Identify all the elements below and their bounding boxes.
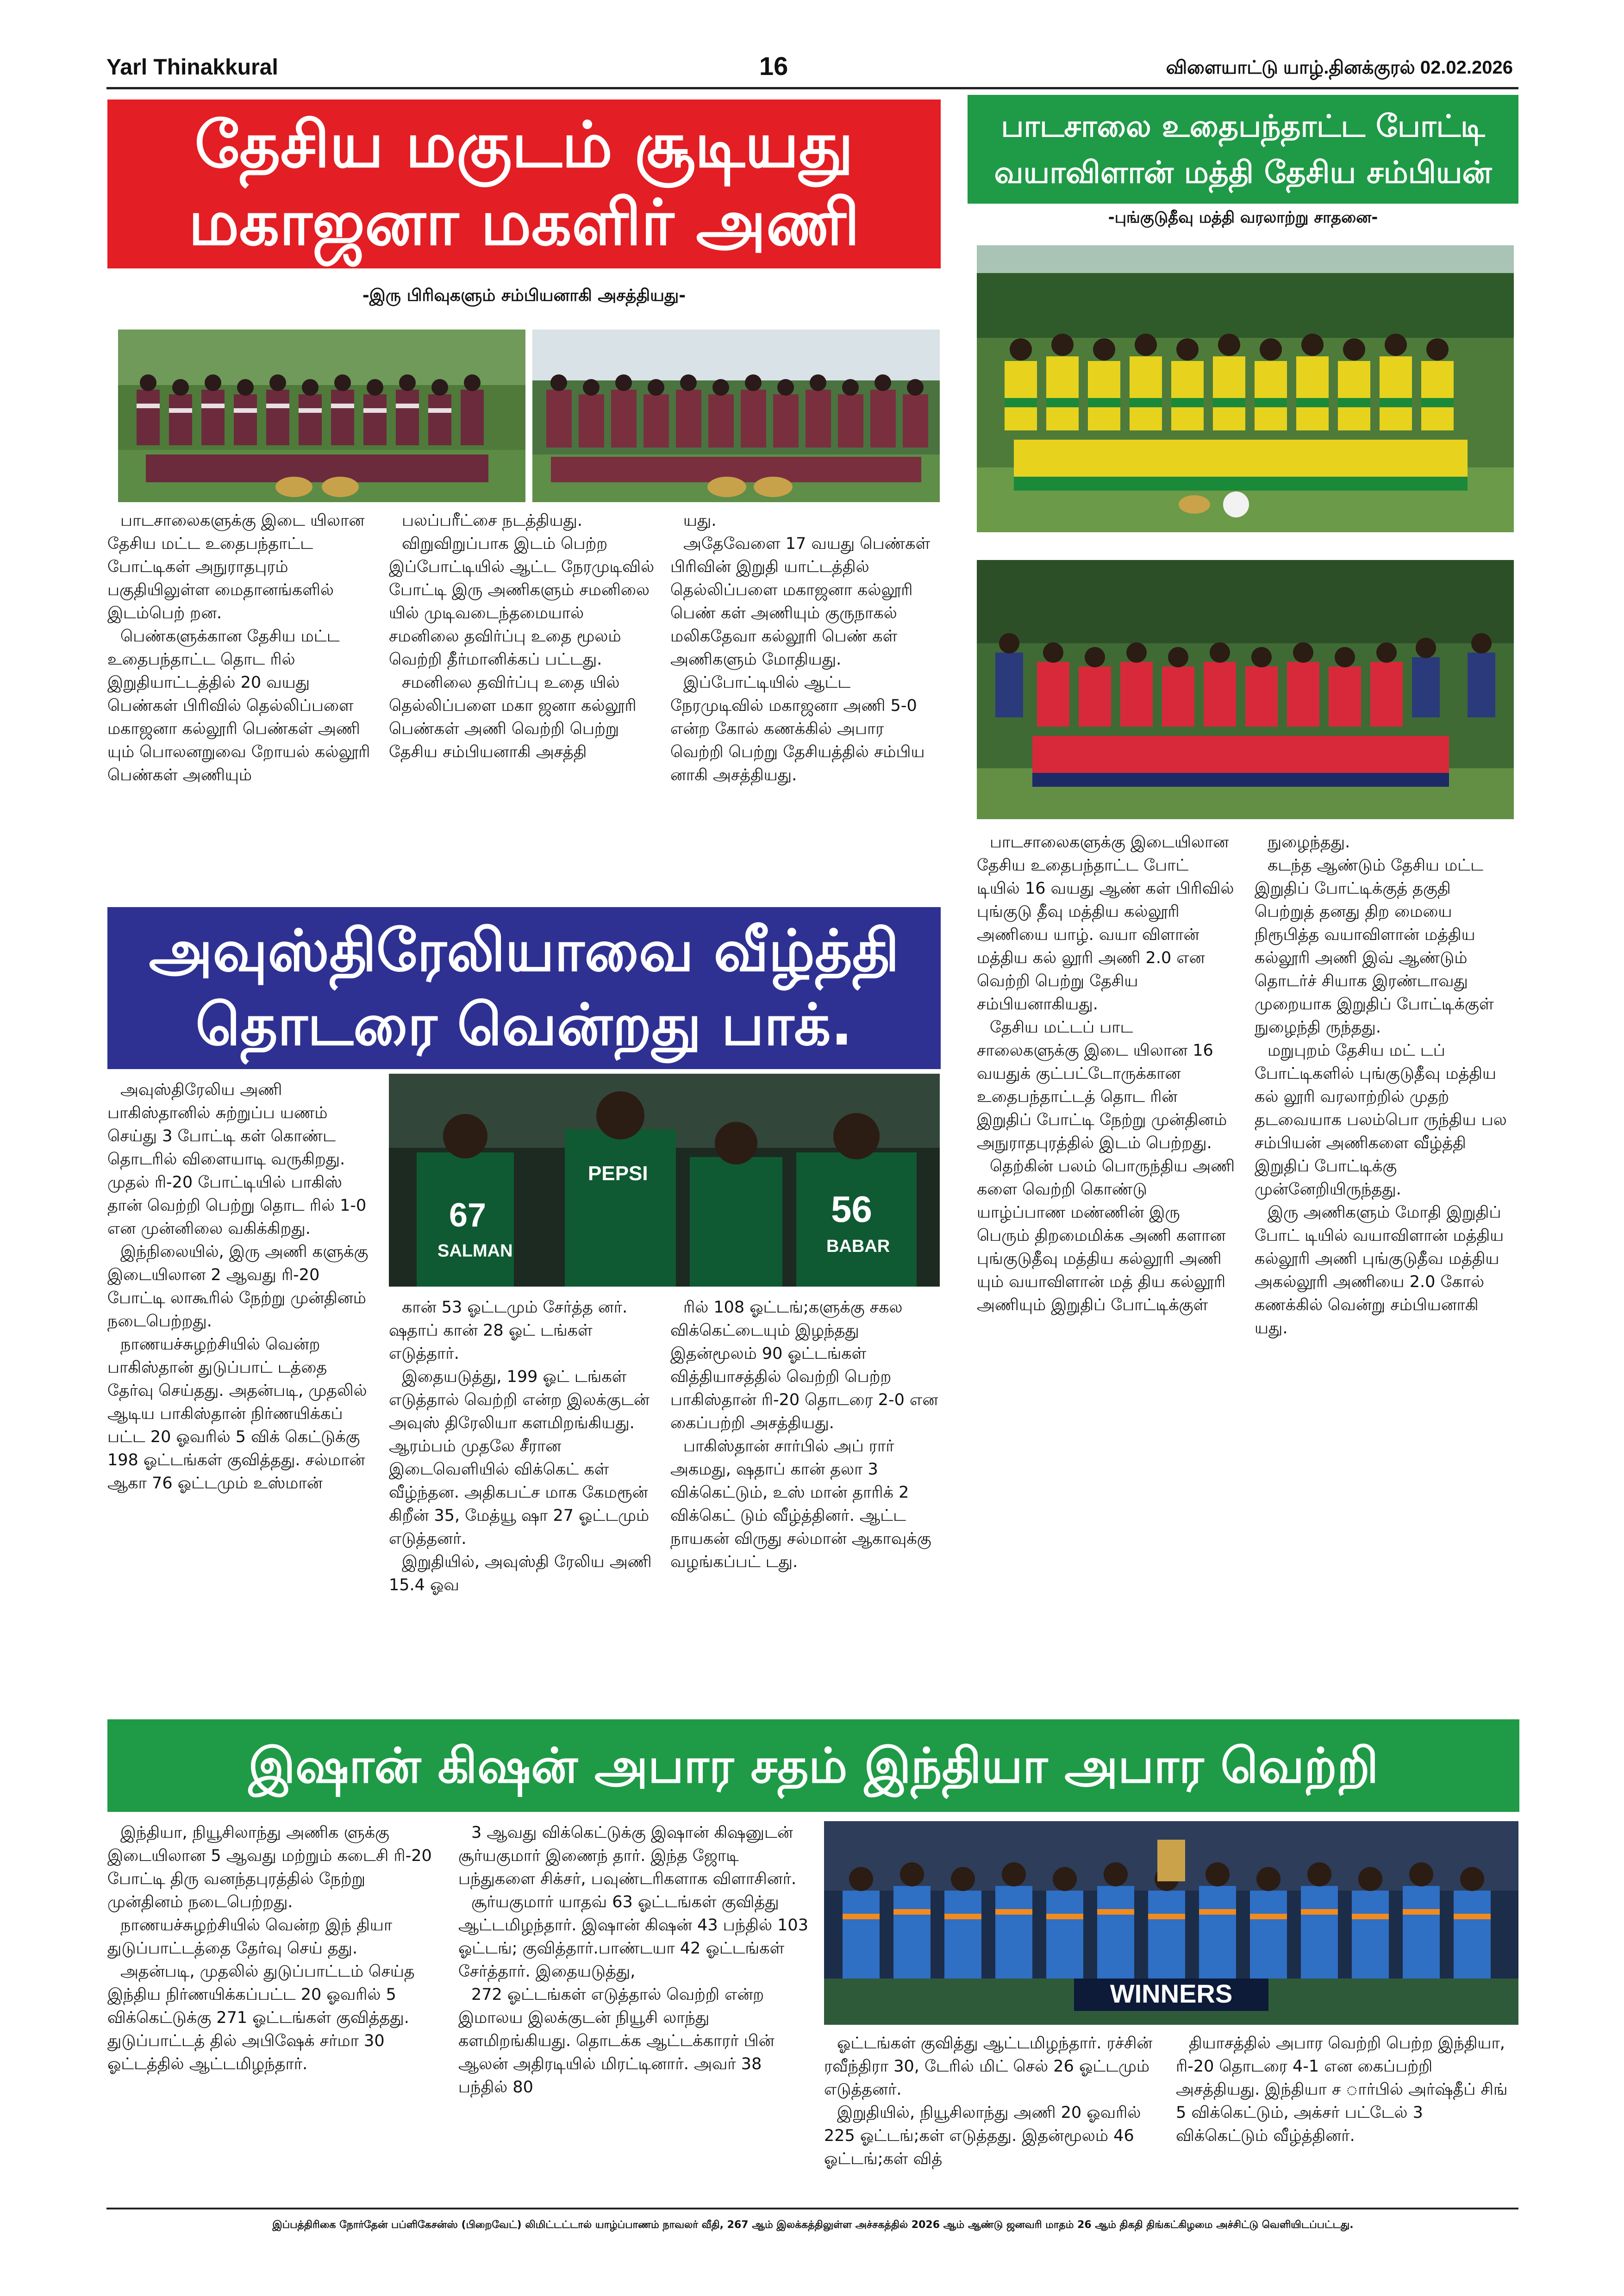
story4-headline-banner <box>107 1719 1519 1812</box>
story3-col3-para: ரில் 108 ஓட்டங்;களுக்கு சகல விக்கெட்டையும் இழந்தது இதன்மூலம் 90 ஓட்டங்கள் வித்தியாசத்தில் வெற்றி பெற்ற பாகிஸ்தான் ரி-20 தொடரை 2-0 என கைப்பற்றி அசத்தியது. <box>670 1298 938 1432</box>
footer-rule <box>106 2208 1518 2209</box>
story2-column-2 <box>1255 831 1514 1687</box>
story3-col3-para: பாகிஸ்தான் சார்பில் அப் ரார் அகமது, ஷதாப் கான் தலா 3 விக்கெட்டும், உஸ் மான் தாரிக் 2 விக்கெட் டும் வீழ்த்தினர். ஆட்ட நாயகன் விருது சல்மான் ஆகாவுக்கு வழங்கப்பட் டது. <box>670 1437 931 1571</box>
story4-column-1 <box>107 1821 441 2191</box>
story4-col1-para: நாணயச்சுழற்சியில் வென்ற இந் தியா துடுப்பாட்டத்தை தேர்வு செய் தது. <box>107 1916 393 1958</box>
footer-imprint: இப்பத்திரிகை நோர்தேன் பப்ளிகேசன்ஸ் (பிறைவேட்) லிமிட்டட்டால் யாழ்ப்பாணம் நாவலர் வீதி, 267 ஆம் இலக்கத்திலுள்ள அச்சகத்தில் 2026 ஆம் ஆண்டு ஜனவரி மாதம் 26 ஆம் திகதி திங்கட்கிழமை அச்சிட்டு வெளியிடப்பட்டது. <box>272 2219 1354 2231</box>
story3-col2-para: இறுதியில், அவுஸ்தி ரேலிய அணி 15.4 ஓவ <box>389 1553 652 1594</box>
story1-headline-line1: தேசிய மகுடம் சூடியது <box>194 108 854 182</box>
jersey-56-name: BABAR <box>826 1237 890 1256</box>
story2-col1-para: பாடசாலைகளுக்கு இடையிலான தேசிய உதைபந்தாட்ட போட் டியில் 16 வயது ஆண் கள் பிரிவில் புங்குடு தீவு மத்திய கல்லூரி அணியை யாழ். வயா விளான் மத்திய கல் லூரி அணி 2.0 என வெற்றி பெற்று தேசிய சம்பியனாகியது. <box>977 833 1234 1014</box>
story4-col3-para: ஓட்டங்கள் குவித்து ஆட்டமிழந்தார். ரச்சின் ரவீந்திரா 30, டேரில் மிட் செல் 26 ஓட்டமும் எடுத்தனர். <box>824 2034 1153 2099</box>
story1-photo-right <box>532 330 940 502</box>
story1-photo-left <box>118 330 525 502</box>
story2-col2-para: நுழைந்தது. <box>1268 833 1350 852</box>
story2-col1-para: தேசிய மட்டப் பாட சாலைகளுக்கு இடை யிலான 16 வயதுக் குட்பட்டோருக்கான உதைபந்தாட்டத் தொட ரின் இறுதிப் போட்டி நேற்று முன்தினம் அநுராதபுரத்தில் இடம் பெற்றது. <box>977 1018 1227 1152</box>
story1-col2-para: விறுவிறுப்பாக இடம் பெற்ற இப்போட்டியில் ஆட்ட நேரமுடிவில் போட்டி இரு அணிகளும் சமனிலை யில் முடிவடைந்தமையால் சமனிலை தவிர்ப்பு உதை மூலம் வெற்றி தீர்மானிக்கப் பட்டது. <box>389 535 655 669</box>
story4-photo <box>824 1821 1518 2025</box>
story3-col1-para: நாணயச்சுழற்சியில் வென்ற பாகிஸ்தான் துடுப்பாட் டத்தை தேர்வு செய்தது. அதன்படி, முதலில் ஆடிய பாகிஸ்தான் நிர்ணயிக்கப் பட்ட 20 ஓவரில் 5 விக் கெட்டுக்கு 198 ஓட்டங்கள் குவித்தது. சல்மான் ஆகா 76 ஓட்டமும் உஸ்மான் <box>107 1335 367 1493</box>
story4-col2-para: சூர்யகுமார் யாதவ் 63 ஓட்டங்கள் குவித்து ஆட்டமிழந்தார். இஷான் கிஷன் 43 பந்தில் 103 ஓட்டங்; குவித்தார்.பாண்டயா 42 ஓட்டங்கள் சேர்த்தார். இதையடுத்து, <box>458 1893 808 1981</box>
story2-col1-para: தெற்கின் பலம் பொருந்திய அணி களை வெற்றி கொண்டு யாழ்ப்பாண மண்ணின் இரு பெரும் திறமைமிக்க அணி களான புங்குடுதீவு மத்திய கல்லூரி அணி யும் வயாவிளான் மத் திய கல்லூரி அணியும் இறுதிப் போட்டிக்குள் <box>977 1157 1235 1314</box>
story2-subhead: -புங்குடுதீவு மத்தி வரலாற்று சாதனை- <box>1108 208 1378 227</box>
story1-col3-para: அதேவேளை 17 வயது பெண்கள் பிரிவின் இறுதி யாட்டத்தில் தெல்லிப்பளை மகாஜனா கல்லூரி பெண் கள் அணியும் குருநாகல் மலிகதேவா கல்லூரி பெண் கள் அணிகளும் மோதியது. <box>670 535 931 669</box>
paper-name: Yarl Thinakkural <box>106 55 278 80</box>
story1-col3-para: யது. <box>683 511 717 530</box>
story2-headline-line2: வயாவிளான் மத்தி தேசிய சம்பியன் <box>994 154 1492 190</box>
story3-column-1 <box>107 1078 376 1694</box>
jersey-67-number: 67 <box>449 1197 487 1234</box>
story2-photo-bottom <box>977 560 1514 819</box>
story3-col2-para: இதையடுத்து, 199 ஓட் டங்கள் எடுத்தால் வெற்றி என்ற இலக்குடன் அவுஸ் திரேலியா களமிறங்கியது. ஆரம்பம் முதலே சீரான இடைவெளியில் விக்கெட் கள் வீழ்ந்தன. அதிகபட்ச மாக கேமரூன் கிறீன் 35, மேத்யூ ஷா 27 ஓட்டமும் எடுத்தனர். <box>389 1368 650 1548</box>
story4-col1-para: அதன்படி, முதலில் துடுப்பாட்டம் செய்த இந்திய நிர்ணயிக்கப்பட்ட 20 ஓவரில் 5 விக்கெட்டுக்கு 271 ஓட்டங்கள் குவித்தது. துடுப்பாட்டத் தில் அபிஷேக் சர்மா 30 ஓட்டத்தில் ஆட்டமிழந்தார். <box>107 1962 415 2073</box>
story4-col2-para: 3 ஆவது விக்கெட்டுக்கு இஷான் கிஷனுடன் சூர்யகுமார் இணைந் தார். இந்த ஜோடி பந்துகளை சிக்சர், பவுண்டரிகளாக விளாசினர். <box>458 1823 797 1888</box>
jersey-56-number: 56 <box>831 1188 872 1230</box>
story3-headline-banner <box>107 907 941 1069</box>
story2-column-1 <box>977 831 1236 1687</box>
story4-col4-para: தியாசத்தில் அபார வெற்றி பெற்ற இந்தியா, ரி-20 தொடரை 4-1 என கைப்பற்றி அசத்தியது. இந்தியா ச ார்பில் அர்ஷ்தீப் சிங் 5 விக்கெட்டும், அக்சர் பட்டேல் 3 விக்கெட்டும் வீழ்த்தினர். <box>1176 2034 1508 2145</box>
story4-column-3 <box>824 2032 1162 2198</box>
story3-column-3 <box>670 1296 939 1694</box>
story3-col2-para: கான் 53 ஓட்டமும் சேர்த்த னர். ஷதாப் கான் 28 ஓட் டங்கள் எடுத்தார். <box>389 1298 628 1363</box>
story3-col1-para: அவுஸ்திரேலிய அணி பாகிஸ்தானில் சுற்றுப்ப யணம் செய்து 3 போட்டி கள் கொண்ட தொடரில் விளையாடி வருகிறது. முதல் ரி-20 போட்டியில் பாகிஸ் தான் வெற்றி பெற்று தொட ரில் 1-0 என முன்னிலை வகிக்கிறது. <box>107 1081 367 1238</box>
story2-headline-line1: பாடசாலை உதைபந்தாட்ட போட்டி <box>1001 108 1485 144</box>
story3-headline-line1: அவுஸ்திரேலியாவை வீழ்த்தி <box>149 918 899 984</box>
story1-headline-line2: மகாஜனா மகளிர் அணி <box>188 186 860 260</box>
page-number: 16 <box>759 51 788 81</box>
winners-board-text: WINNERS <box>1110 1979 1233 2008</box>
story2-col2-para: இரு அணிகளும் மோதி இறுதிப் போட் டியில் வயாவிளான் மத்திய கல்லூரி அணி புங்குடுதீவ மத்திய அகல்லூரி அணியை 2.0 கோல் கணக்கில் வென்று சம்பியனாகி யது. <box>1255 1203 1504 1338</box>
story3-photo <box>389 1074 940 1287</box>
story4-column-4 <box>1176 2032 1518 2198</box>
story1-col2-para: பலப்பரீட்சை நடத்தியது. <box>402 511 583 530</box>
story3-column-2 <box>389 1296 653 1694</box>
story3-col1-para: இந்நிலையில், இரு அணி களுக்கு இடையிலான 2 ஆவது ரி-20 போட்டி லாகூரில் நேற்று முன்தினம் நடைபெற்றது. <box>107 1243 369 1331</box>
story4-col1-para: இந்தியா, நியூசிலாந்து அணிக ளுக்கு இடையிலான 5 ஆவது மற்றும் கடைசி ரி-20 போட்டி திரு வனந்தபுரத்தில் நேற்று முன்தினம் நடைபெற்றது. <box>107 1823 432 1911</box>
story2-col2-para: கடந்த ஆண்டும் தேசிய மட்ட இறுதிப் போட்டிக்குத் தகுதி பெற்றுத் தனது திற மையை நிரூபித்த வயாவிளான் மத்திய கல்லூரி அணி இவ் ஆண்டும் தொடர்ச் சியாக இரண்டாவது முறையாக இறுதிப் போட்டிக்குள் நுழைந்தி ருந்தது. <box>1255 856 1494 1037</box>
story2-photo-top <box>977 245 1514 532</box>
story1-col1-para: பெண்களுக்கான தேசிய மட்ட உதைபந்தாட்ட தொட ரில் இறுதியாட்டத்தில் 20 வயது பெண்கள் பிரிவில் தெல்லிப்பளை மகாஜனா கல்லூரி பெண்கள் அணி யும் பொலனறுவை றோயல் கல்லூரி பெண்கள் அணியும் <box>107 627 370 784</box>
story2-col2-para: மறுபுறம் தேசிய மட் டப் போட்டிகளில் புங்குடுதீவு மத்திய கல் லூரி வரலாற்றில் முதற் தடவையாக பலம்பொ ருந்திய பல சம்பியன் அணிகளை வீழ்த்தி இறுதிப் போட்டிக்கு முன்னேறியிருந்தது. <box>1255 1041 1507 1199</box>
story1-column-3 <box>670 509 939 879</box>
story1-column-1 <box>107 509 376 879</box>
story1-col1-para: பாடசாலைகளுக்கு இடை யிலான தேசிய மட்ட உதைபந்தாட்ட போட்டிகள் அநுராதபுரம் பகுதியிலுள்ள மைதானங்களில் இடம்பெற் றன. <box>107 511 365 622</box>
story1-col2-para: சமனிலை தவிர்ப்பு உதை யில் தெல்லிப்பளை மகா ஜனா கல்லூரி பெண்கள் அணி வெற்றி பெற்று தேசிய சம்பியனாகி அசத்தி <box>389 673 637 761</box>
story1-column-2 <box>389 509 657 879</box>
story1-col3-para: இப்போட்டியில் ஆட்ட நேரமுடிவில் மகாஜனா அணி 5-0 என்ற கோல் கணக்கில் அபார வெற்றி பெற்று தேசியத்தில் சம்பிய னாகி அசத்தியது. <box>670 673 925 784</box>
sponsor-text: PEPSI <box>588 1162 648 1185</box>
story4-col2-para: 272 ஓட்டங்கள் எடுத்தால் வெற்றி என்ற இமாலய இலக்குடன் நியூசி லாந்து களமிறங்கியது. தொடக்க ஆட்டக்காரர் பின் ஆலன் அதிரடியில் மிரட்டினார். அவர் 38 பந்தில் 80 <box>458 1985 775 2097</box>
story4-headline: இஷான் கிஷன் அபார சதம் இந்தியா அபார வெற்றி <box>248 1737 1379 1794</box>
story2-headline-banner <box>968 95 1518 204</box>
story4-column-2 <box>458 1821 810 2191</box>
jersey-67-name: SALMAN <box>437 1241 513 1261</box>
story1-headline-banner <box>107 100 941 268</box>
story4-col3-para: இறுதியில், நியூசிலாந்து அணி 20 ஓவரில் 225 ஓட்டங்;கள் எடுத்தது. இதன்மூலம் 46 ஓட்டங்;கள் வித் <box>824 2103 1141 2168</box>
story3-headline-line2: தொடரை வென்றது பாக். <box>195 992 853 1058</box>
header-rule <box>106 87 1518 89</box>
story1-subhead: -இரு பிரிவுகளும் சம்பியனாகி அசத்தியது- <box>362 286 686 305</box>
section-and-date: விளையாட்டு யாழ்.தினக்குரல் 02.02.2026 <box>1166 57 1513 78</box>
